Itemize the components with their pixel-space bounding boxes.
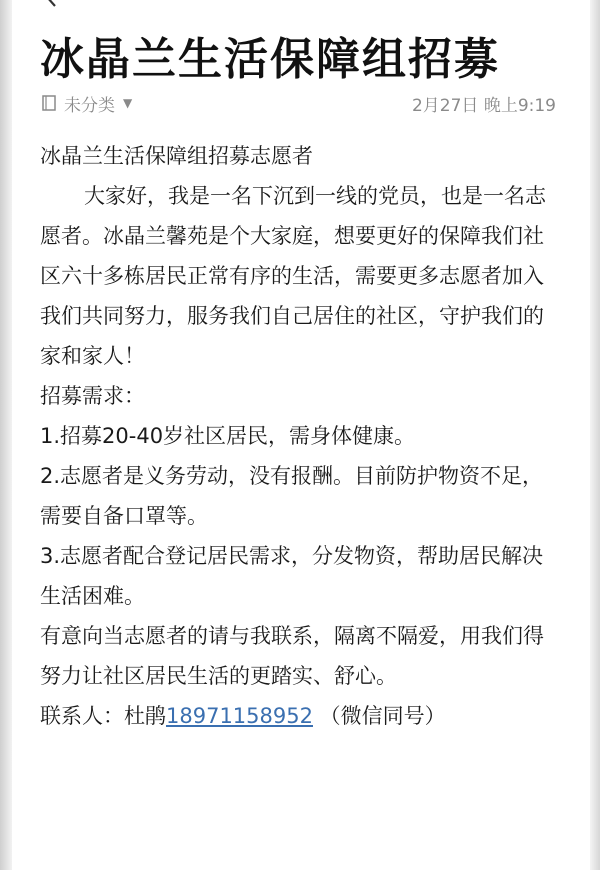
note-title: 冰晶兰生活保障组招募	[40, 34, 500, 85]
requirement-item: 1.招募20-40岁社区居民，需身体健康。	[40, 424, 416, 448]
dropdown-caret-icon: ▼	[123, 96, 133, 110]
intro-paragraph: 大家好，我是一名下沉到一线的党员，也是一名志愿者。冰晶兰馨苑是个大家庭，想要更好的保障我们社区六十多栋居民正常有序的生活，需要更多志愿者加入我们共同努力，服务我们自己居住的社区，守护我们的家和家人！	[40, 184, 546, 368]
body-heading: 冰晶兰生活保障组招募志愿者	[40, 144, 313, 168]
frame-left-edge	[0, 0, 12, 870]
closing-paragraph: 有意向当志愿者的请与我联系，隔离不隔爱，用我们得努力让社区居民生活的更踏实、舒心。	[40, 624, 544, 688]
category-selector[interactable]	[40, 91, 132, 116]
requirements-label: 招募需求：	[40, 384, 145, 408]
contact-prefix: 联系人：杜鹃	[40, 704, 166, 728]
note-body	[40, 136, 558, 736]
back-button[interactable]	[40, 0, 62, 8]
note-timestamp: 2月27日 晚上9:19	[411, 95, 556, 116]
requirement-item: 2.志愿者是义务劳动，没有报酬。目前防护物资不足，需要自备口罩等。	[40, 464, 544, 528]
category-label: 未分类	[64, 95, 115, 116]
contact-suffix: （微信同号）	[312, 704, 446, 728]
back-arrow-icon	[40, 0, 62, 8]
phone-link[interactable]: 18971158952	[166, 704, 313, 728]
contact-line	[40, 696, 558, 736]
note-meta	[40, 90, 556, 116]
requirement-item: 3.志愿者配合登记居民需求，分发物资，帮助居民解决生活困难。	[40, 544, 544, 608]
frame-right-edge	[590, 0, 600, 870]
folder-icon	[40, 94, 58, 112]
